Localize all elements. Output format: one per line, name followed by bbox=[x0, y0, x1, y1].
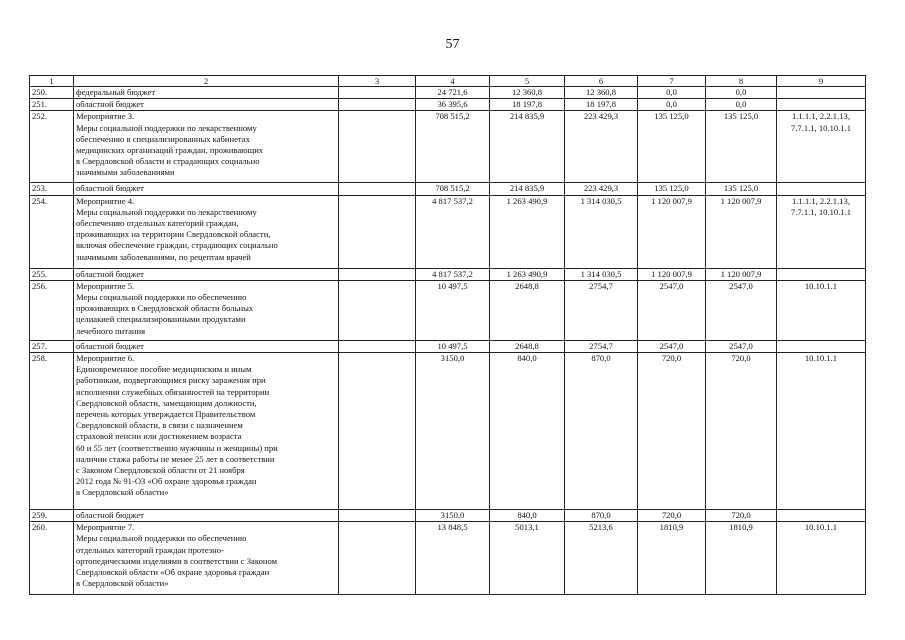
table-row bbox=[30, 340, 866, 352]
cell-col7: 135 125,0 bbox=[638, 183, 706, 195]
cell-col5: 840,0 bbox=[490, 353, 565, 510]
column-header: 9 bbox=[777, 76, 866, 87]
table-row bbox=[30, 87, 866, 99]
row-description: федеральный бюджет bbox=[74, 87, 339, 99]
cell-col5: 1 263 490,9 bbox=[490, 268, 565, 280]
cell-col3 bbox=[339, 195, 416, 268]
column-header: 7 bbox=[638, 76, 706, 87]
cell-goals: 10.10.1.1 bbox=[777, 280, 866, 340]
cell-col6: 12 360,8 bbox=[565, 87, 638, 99]
cell-col7: 135 125,0 bbox=[638, 111, 706, 183]
row-description: Мероприятие 4. Меры социальной поддержки по лекарственному обеспечению отдельных категорий граждан, проживающих на территории Свердловской области, включая обеспечение граждан, страдающих социально значимыми заболеваниями, по рецептам врачей bbox=[74, 195, 339, 268]
table-row bbox=[30, 522, 866, 595]
row-number: 260. bbox=[30, 522, 74, 595]
cell-col6: 870,0 bbox=[565, 510, 638, 522]
cell-goals bbox=[777, 99, 866, 111]
cell-col3 bbox=[339, 99, 416, 111]
cell-goals: 1.1.1.1, 2.2.1.13, 7.7.1.1, 10.10.1.1 bbox=[777, 195, 866, 268]
cell-col8: 1810,9 bbox=[706, 522, 777, 595]
cell-total: 3150,0 bbox=[416, 353, 490, 510]
row-description: Мероприятие 7. Меры социальной поддержки по обеспечению отдельных категорий граждан протезно- ортопедическими изделиями в соответствии с Законом Свердловской области «Об охране здоровья граждан в Свердловской области» bbox=[74, 522, 339, 595]
cell-col6: 223 429,3 bbox=[565, 111, 638, 183]
cell-col8: 720,0 bbox=[706, 510, 777, 522]
cell-col6: 2754,7 bbox=[565, 280, 638, 340]
cell-col7: 0,0 bbox=[638, 87, 706, 99]
row-description: областной бюджет bbox=[74, 183, 339, 195]
cell-col6: 1 314 030,5 bbox=[565, 268, 638, 280]
cell-col8: 1 120 007,9 bbox=[706, 195, 777, 268]
row-number: 252. bbox=[30, 111, 74, 183]
page-number: 57 bbox=[445, 37, 460, 52]
cell-col8: 0,0 bbox=[706, 87, 777, 99]
cell-goals: 10.10.1.1 bbox=[777, 522, 866, 595]
table-row bbox=[30, 111, 866, 183]
cell-col5: 214 835,9 bbox=[490, 111, 565, 183]
cell-goals: 1.1.1.1, 2.2.1.13, 7.7.1.1, 10.10.1.1 bbox=[777, 111, 866, 183]
column-header: 8 bbox=[706, 76, 777, 87]
cell-goals bbox=[777, 268, 866, 280]
cell-col3 bbox=[339, 87, 416, 99]
cell-col8: 0,0 bbox=[706, 99, 777, 111]
cell-total: 36 395,6 bbox=[416, 99, 490, 111]
cell-col3 bbox=[339, 183, 416, 195]
row-number: 259. bbox=[30, 510, 74, 522]
cell-col3 bbox=[339, 111, 416, 183]
cell-goals bbox=[777, 510, 866, 522]
cell-col6: 870,0 bbox=[565, 353, 638, 510]
cell-col5: 5013,1 bbox=[490, 522, 565, 595]
column-header: 4 bbox=[416, 76, 490, 87]
cell-total: 10 497,5 bbox=[416, 280, 490, 340]
cell-col5: 18 197,8 bbox=[490, 99, 565, 111]
cell-goals bbox=[777, 87, 866, 99]
cell-col5: 840,0 bbox=[490, 510, 565, 522]
cell-col7: 1 120 007,9 bbox=[638, 268, 706, 280]
cell-col3 bbox=[339, 340, 416, 352]
row-number: 254. bbox=[30, 195, 74, 268]
cell-goals bbox=[777, 340, 866, 352]
cell-col8: 2547,0 bbox=[706, 340, 777, 352]
cell-col6: 18 197,8 bbox=[565, 99, 638, 111]
row-description: областной бюджет bbox=[74, 99, 339, 111]
table-row bbox=[30, 280, 866, 340]
cell-col3 bbox=[339, 353, 416, 510]
cell-col6: 2754,7 bbox=[565, 340, 638, 352]
cell-col6: 5213,6 bbox=[565, 522, 638, 595]
cell-total: 708 515,2 bbox=[416, 183, 490, 195]
table-row bbox=[30, 99, 866, 111]
cell-col7: 2547,0 bbox=[638, 280, 706, 340]
program-table bbox=[29, 75, 866, 595]
cell-col3 bbox=[339, 268, 416, 280]
cell-col5: 2648,8 bbox=[490, 340, 565, 352]
cell-col7: 1 120 007,9 bbox=[638, 195, 706, 268]
cell-col7: 0,0 bbox=[638, 99, 706, 111]
cell-col7: 720,0 bbox=[638, 353, 706, 510]
row-description: областной бюджет bbox=[74, 268, 339, 280]
cell-col6: 1 314 030,5 bbox=[565, 195, 638, 268]
column-header: 2 bbox=[74, 76, 339, 87]
table-row bbox=[30, 183, 866, 195]
column-header: 6 bbox=[565, 76, 638, 87]
table-row bbox=[30, 353, 866, 510]
cell-col7: 2547,0 bbox=[638, 340, 706, 352]
cell-col7: 720,0 bbox=[638, 510, 706, 522]
cell-goals bbox=[777, 183, 866, 195]
header-row bbox=[30, 76, 866, 87]
cell-col8: 135 125,0 bbox=[706, 111, 777, 183]
row-description: областной бюджет bbox=[74, 340, 339, 352]
column-header: 1 bbox=[30, 76, 74, 87]
cell-total: 708 515,2 bbox=[416, 111, 490, 183]
row-description: Мероприятие 5. Меры социальной поддержки по обеспечению проживающих в Свердловской области больных целиакией специализированными продуктами лечебного питания bbox=[74, 280, 339, 340]
row-number: 256. bbox=[30, 280, 74, 340]
row-number: 253. bbox=[30, 183, 74, 195]
cell-col7: 1810,9 bbox=[638, 522, 706, 595]
table-row bbox=[30, 195, 866, 268]
cell-total: 4 817 537,2 bbox=[416, 268, 490, 280]
cell-col6: 223 429,3 bbox=[565, 183, 638, 195]
row-number: 258. bbox=[30, 353, 74, 510]
cell-col3 bbox=[339, 510, 416, 522]
row-number: 250. bbox=[30, 87, 74, 99]
cell-total: 4 817 537,2 bbox=[416, 195, 490, 268]
row-number: 255. bbox=[30, 268, 74, 280]
row-number: 251. bbox=[30, 99, 74, 111]
cell-col5: 12 360,8 bbox=[490, 87, 565, 99]
cell-col8: 2547,0 bbox=[706, 280, 777, 340]
column-header: 3 bbox=[339, 76, 416, 87]
cell-col5: 214 835,9 bbox=[490, 183, 565, 195]
cell-total: 13 848,5 bbox=[416, 522, 490, 595]
cell-total: 3150,0 bbox=[416, 510, 490, 522]
cell-col3 bbox=[339, 522, 416, 595]
cell-col5: 1 263 490,9 bbox=[490, 195, 565, 268]
table-row bbox=[30, 268, 866, 280]
cell-col3 bbox=[339, 280, 416, 340]
table-row bbox=[30, 510, 866, 522]
cell-col8: 720,0 bbox=[706, 353, 777, 510]
cell-col8: 1 120 007,9 bbox=[706, 268, 777, 280]
cell-col8: 135 125,0 bbox=[706, 183, 777, 195]
cell-total: 10 497,5 bbox=[416, 340, 490, 352]
column-header: 5 bbox=[490, 76, 565, 87]
cell-total: 24 721,6 bbox=[416, 87, 490, 99]
cell-col5: 2648,8 bbox=[490, 280, 565, 340]
row-description: Мероприятие 6. Единовременное пособие медицинским и иным работникам, подвергающимся риску заражения при исполнении служебных обязанностей на территории Свердловской области, замещающим должности, перечень которых утверждается Правительством Свердловской области, в связи с назначением страховой пенсии или достижением возраста 60 и 55 лет (соответственно мужчины и женщины) при наличии стажа работы не менее 25 лет в соответствии с Законом Свердловской области от 21 ноября 2012 года № 91-ОЗ «Об охране здоровья граждан в Свердловской области» bbox=[74, 353, 339, 510]
cell-goals: 10.10.1.1 bbox=[777, 353, 866, 510]
row-number: 257. bbox=[30, 340, 74, 352]
row-description: Мероприятие 3. Меры социальной поддержки по лекарственному обеспечению в специализированных кабинетах медицинских организаций граждан, проживающих в Свердловской области и страдающих социально значимыми заболеваниями bbox=[74, 111, 339, 183]
row-description: областной бюджет bbox=[74, 510, 339, 522]
